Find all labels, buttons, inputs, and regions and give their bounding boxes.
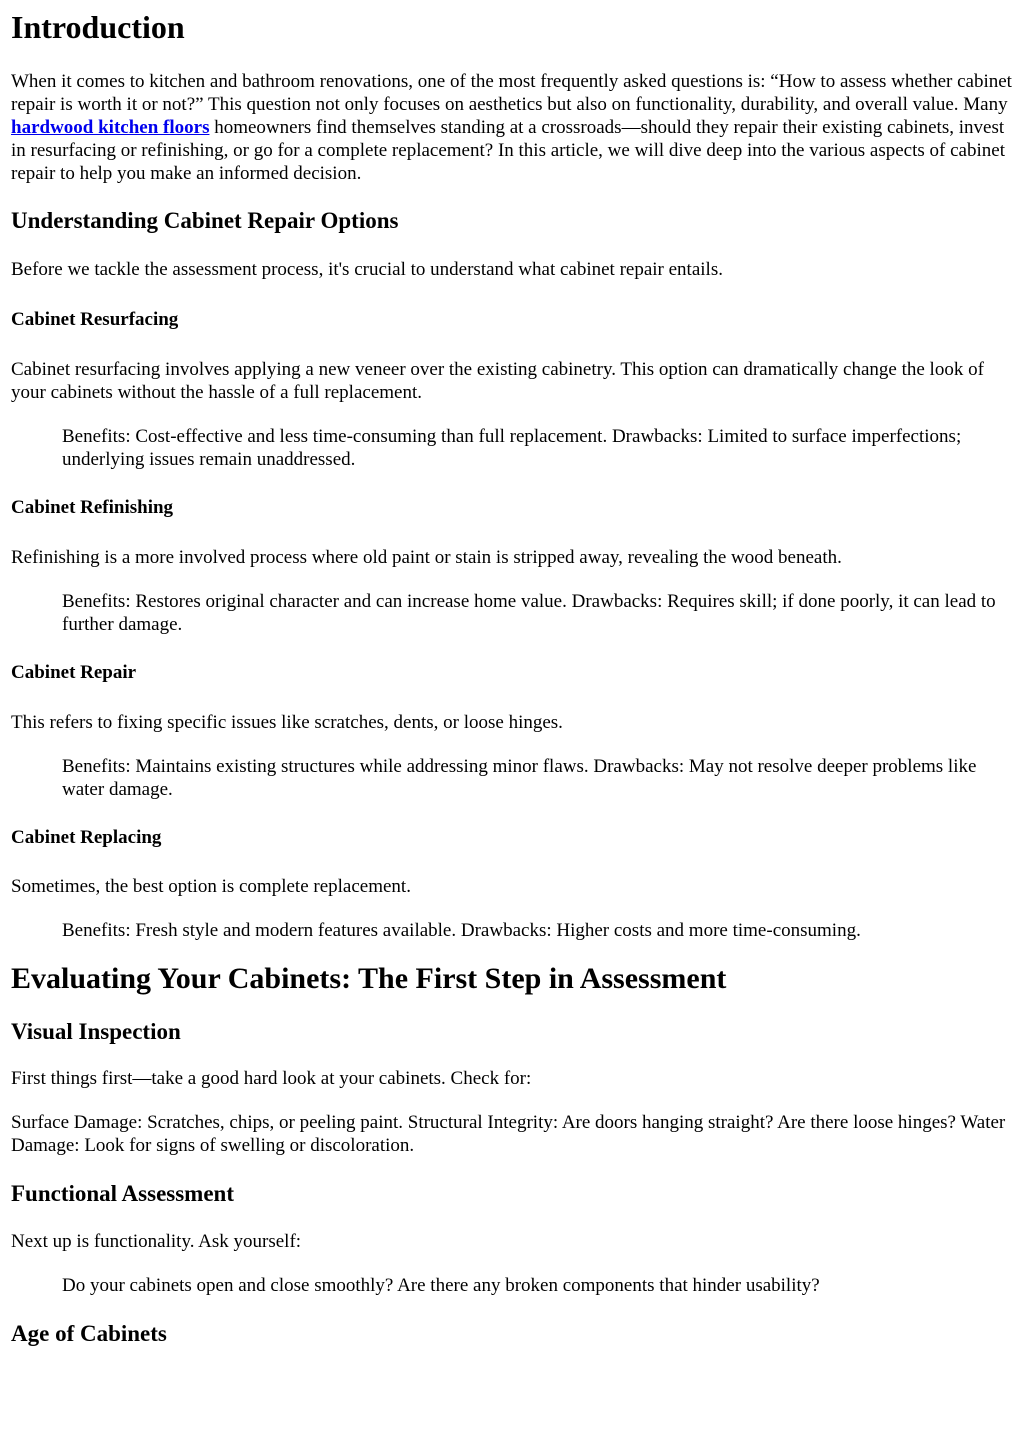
functional-assessment-text: Next up is functionality. Ask yourself: [11,1230,302,1252]
intro-heading: Introduction [11,9,185,45]
refinishing-benefits: Benefits: Restores original character and can increase home value. Drawbacks: Requires skill; if done poorly, it can lead to further damage. [62,590,996,635]
hardwood-kitchen-floors-link[interactable]: hardwood kitchen floors [11,116,210,138]
replacing-heading: Cabinet Replacing [11,826,162,848]
replacing-benefits: Benefits: Fresh style and modern features available. Drawbacks: Higher costs and more time-consuming. [62,920,861,942]
replacing-text: Sometimes, the best option is complete replacement. [11,876,411,898]
repair-benefits: Benefits: Maintains existing structures while addressing minor flaws. Drawbacks: May not resolve deeper problems like water damage. [62,755,977,800]
visual-inspection-text: First things first—take a good hard look at your cabinets. Check for: [11,1068,532,1090]
repair-text: This refers to fixing specific issues like scratches, dents, or loose hinges. [11,711,563,733]
intro-text-after-link: homeowners find themselves standing at a crossroads—should they repair their existing cabinets, invest in resurfacing or refinishing, or go for a complete replacement? In this article, we will dive deep into the various aspects of cabinet repair to help you make an informed decision. [11,116,1005,184]
refinishing-text: Refinishing is a more involved process where old paint or stain is stripped away, revealing the wood beneath. [11,546,842,568]
functional-assessment-questions: Do your cabinets open and close smoothly? Are there any broken components that hinder usability? [62,1274,820,1296]
functional-assessment-heading: Functional Assessment [11,1181,234,1207]
age-of-cabinets-heading: Age of Cabinets [11,1320,167,1346]
visual-inspection-details: Surface Damage: Scratches, chips, or peeling paint. Structural Integrity: Are doors hanging straight? Are there loose hinges? Water Damage: Look for signs of swelling or discoloration. [11,1112,1006,1157]
refinishing-heading: Cabinet Refinishing [11,497,174,519]
repair-heading: Cabinet Repair [11,661,137,683]
resurfacing-benefits: Benefits: Cost-effective and less time-consuming than full replacement. Drawbacks: Limited to surface imperfections; underlying issues remain unaddressed. [62,426,962,471]
options-intro: Before we tackle the assessment process, it's crucial to understand what cabinet repair entails. [11,259,723,281]
options-heading: Understanding Cabinet Repair Options [11,207,399,233]
intro-paragraph [11,70,1013,185]
visual-inspection-heading: Visual Inspection [11,1018,181,1044]
evaluating-heading: Evaluating Your Cabinets: The First Step in Assessment [11,962,727,996]
intro-text-before-link: When it comes to kitchen and bathroom renovations, one of the most frequently asked questions is: “How to assess whether cabinet repair is worth it or not?” This question not only focuses on aesthetics but also on functionality, durability, and overall value. Many [11,70,1012,115]
resurfacing-heading: Cabinet Resurfacing [11,309,179,331]
resurfacing-text: Cabinet resurfacing involves applying a new veneer over the existing cabinetry. This option can dramatically change the look of your cabinets without the hassle of a full replacement. [11,359,984,404]
